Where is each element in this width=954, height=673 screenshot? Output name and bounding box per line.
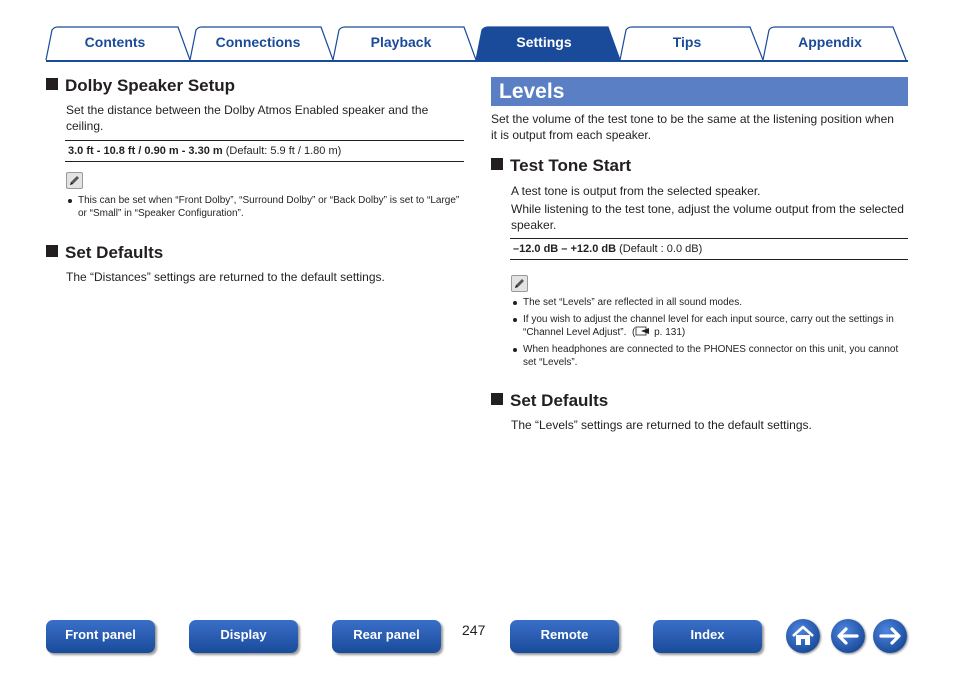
note-pencil-icon [66,172,83,189]
front-panel-button[interactable]: Front panel [46,620,155,653]
dolby-speaker-setup-heading [46,76,235,96]
ref-paren: ( [631,327,636,338]
heading-text: Set Defaults [510,391,609,410]
test-tone-text2: While listening to the test tone, adjust the volume output from the selected speaker. [511,202,904,232]
heading-square-icon [46,245,58,257]
set-defaults-left-heading [46,243,163,263]
tab-tips[interactable]: Tips [672,34,702,50]
back-button[interactable] [831,619,865,653]
page-number: 247 [462,622,486,638]
top-tab-bar [0,0,954,64]
heading-text: Test Tone Start [510,156,632,175]
pencil-icon [512,276,527,291]
levels-range-value: –12.0 dB – +12.0 dB [513,243,617,255]
list-item: This can be set when “Front Dolby”, “Surround Dolby” or “Back Dolby” is set to “Large” or “Small” in “Speaker Configuration”. [66,194,464,220]
dolby-range-row [65,140,464,162]
levels-note-list [511,296,907,373]
test-tone-start-heading [491,156,631,176]
remote-button[interactable]: Remote [510,620,619,653]
note-pencil-icon [511,275,528,292]
index-button[interactable]: Index [653,620,762,653]
heading-text: Set Defaults [65,243,164,262]
forward-arrow-icon [873,619,907,653]
heading-square-icon [491,393,503,405]
set-defaults-right-text: The “Levels” settings are returned to the default settings. [511,418,812,432]
pencil-icon [67,173,82,188]
dolby-range-default: (Default: 5.9 ft / 1.80 m) [222,145,342,157]
tab-appendix[interactable]: Appendix [798,34,862,50]
tab-contents[interactable]: Contents [84,34,146,50]
forward-button[interactable] [873,619,907,653]
rear-panel-button[interactable]: Rear panel [332,620,441,653]
levels-range-row [510,238,908,260]
heading-text: Dolby Speaker Setup [65,76,236,95]
set-defaults-right-heading [491,391,608,411]
dolby-range-value: 3.0 ft - 10.8 ft / 0.90 m - 3.30 m [68,145,223,157]
dolby-description: Set the distance between the Dolby Atmos Enabled speaker and the ceiling. [66,103,429,133]
page-reference-icon[interactable] [635,326,651,336]
heading-square-icon [491,158,503,170]
tab-settings[interactable]: Settings [516,34,572,50]
home-button[interactable] [786,619,820,653]
set-defaults-left-text: The “Distances” settings are returned to the default settings. [66,270,385,284]
note-text: If you wish to adjust the channel level for each input source, carry out the settings in “Channel Level Adjust”. [523,314,894,338]
list-item [511,313,907,339]
home-icon [786,619,820,653]
display-button[interactable]: Display [189,620,298,653]
back-arrow-icon [831,619,865,653]
page-reference-link[interactable]: p. 131) [654,327,686,338]
tab-shapes [0,0,954,64]
levels-range-default: (Default : 0.0 dB) [616,243,703,255]
tab-underline [46,60,908,62]
page-title: Levels [499,80,565,103]
list-item: When headphones are connected to the PHONES connector on this unit, you cannot set “Levels”. [511,343,907,369]
heading-square-icon [46,78,58,90]
levels-banner [491,77,908,106]
levels-intro: Set the volume of the test tone to be the same at the listening position when it is output from each speaker. [491,112,894,142]
test-tone-text1: A test tone is output from the selected speaker. [511,184,761,198]
list-item: The set “Levels” are reflected in all sound modes. [511,296,907,309]
tab-playback[interactable]: Playback [370,34,432,50]
dolby-note-list [66,194,464,224]
tab-connections[interactable]: Connections [215,34,301,50]
